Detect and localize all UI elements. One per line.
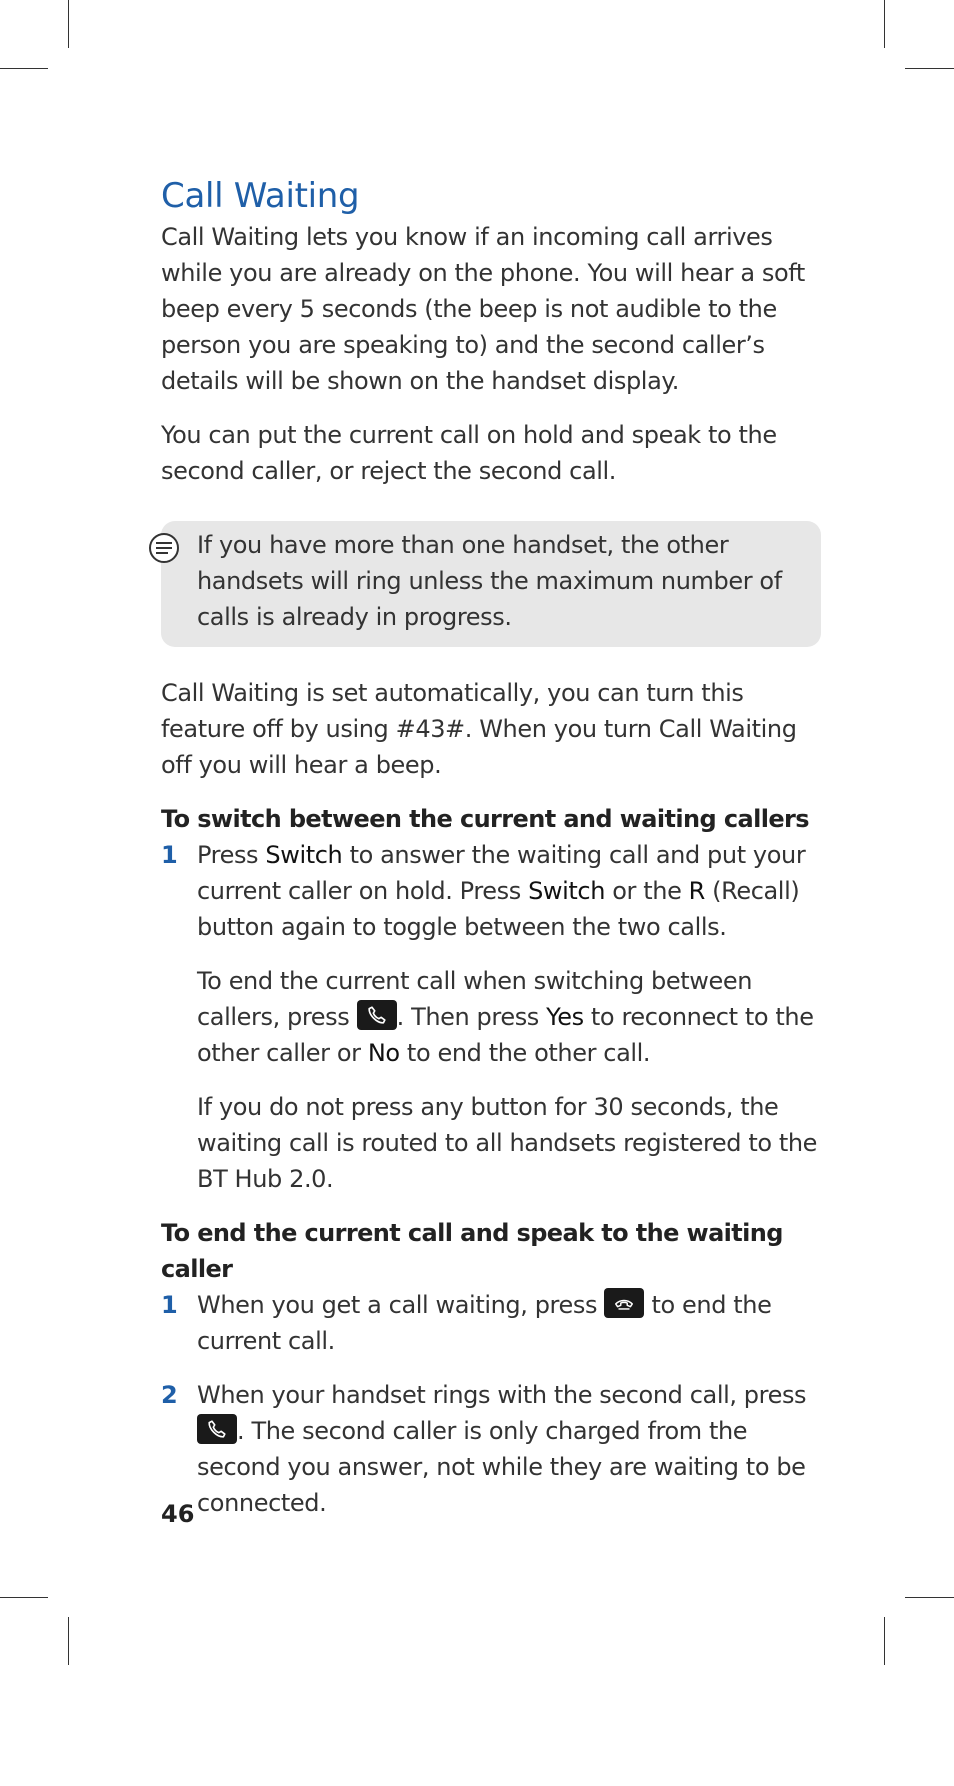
- step-number: 2: [161, 1381, 178, 1409]
- text-run: . Then press: [396, 1003, 547, 1031]
- page-number: 46: [161, 1500, 195, 1528]
- timeout-paragraph: If you do not press any button for 30 seconds, the waiting call is routed to all handsets registered to the BT Hub 2.0.: [197, 1093, 818, 1193]
- list-item: [161, 1377, 821, 1521]
- end-call-paragraph: [161, 963, 821, 1071]
- text-run: to end the current call.: [197, 1291, 772, 1355]
- note-box: [161, 521, 821, 647]
- list-item: [161, 1287, 821, 1359]
- text-run: or the: [605, 877, 689, 905]
- text-run: to end the other call.: [399, 1039, 651, 1067]
- step-text: [197, 837, 821, 945]
- recall-key-label: R: [688, 877, 705, 905]
- page-title: Call Waiting: [161, 176, 360, 216]
- text-run: to answer the waiting call and put your current caller on hold. Press: [197, 841, 806, 905]
- yes-key-label: Yes: [546, 1003, 584, 1031]
- no-key-label: No: [367, 1039, 400, 1067]
- text-run: Press: [197, 841, 266, 869]
- end-call-button-icon: [604, 1288, 644, 1318]
- note-icon: [147, 531, 181, 565]
- crop-mark: [905, 1597, 954, 1598]
- text-run: . The second caller is only charged from the second you answer, not while they are waiting to be connected.: [197, 1417, 806, 1517]
- text-run: When your handset rings with the second call, press: [197, 1381, 807, 1409]
- step-number: 1: [161, 1291, 178, 1319]
- crop-mark: [905, 68, 954, 69]
- hold-paragraph: You can put the current call on hold and speak to the second caller, or reject the second call.: [161, 421, 777, 485]
- crop-mark: [68, 1617, 69, 1665]
- step-number: 1: [161, 841, 178, 869]
- text-run: to reconnect to the other caller or: [197, 1003, 814, 1067]
- section-heading-end: To end the current call and speak to the waiting caller: [161, 1219, 783, 1283]
- intro-paragraph: Call Waiting lets you know if an incoming call arrives while you are already on the phone. You will hear a soft beep every 5 seconds (the beep is not audible to the person you are speaking to) and the second caller’s details will be shown on the handset display.: [161, 223, 805, 395]
- switch-key-label: Switch: [528, 877, 606, 905]
- crop-mark: [884, 1617, 885, 1665]
- step-text: [197, 1377, 821, 1521]
- crop-mark: [0, 1597, 48, 1598]
- auto-paragraph: Call Waiting is set automatically, you can turn this feature off by using #43#. When you turn Call Waiting off you will hear a beep.: [161, 679, 797, 779]
- switch-key-label: Switch: [265, 841, 343, 869]
- note-text: If you have more than one handset, the other handsets will ring unless the maximum number of calls is already in progress.: [197, 531, 782, 631]
- crop-mark: [68, 0, 69, 48]
- text-run: When you get a call waiting, press: [197, 1291, 605, 1319]
- page-content: [161, 175, 821, 1521]
- talk-button-icon: [197, 1414, 237, 1444]
- step-text: [197, 1287, 821, 1359]
- section-heading-switch: To switch between the current and waiting callers: [161, 805, 809, 833]
- talk-button-icon: [357, 1000, 397, 1030]
- crop-mark: [0, 68, 48, 69]
- text-run: To end the current call when switching between callers, press: [197, 967, 753, 1031]
- text-run: (Recall) button again to toggle between the two calls.: [197, 877, 800, 941]
- crop-mark: [884, 0, 885, 48]
- list-item: [161, 837, 821, 945]
